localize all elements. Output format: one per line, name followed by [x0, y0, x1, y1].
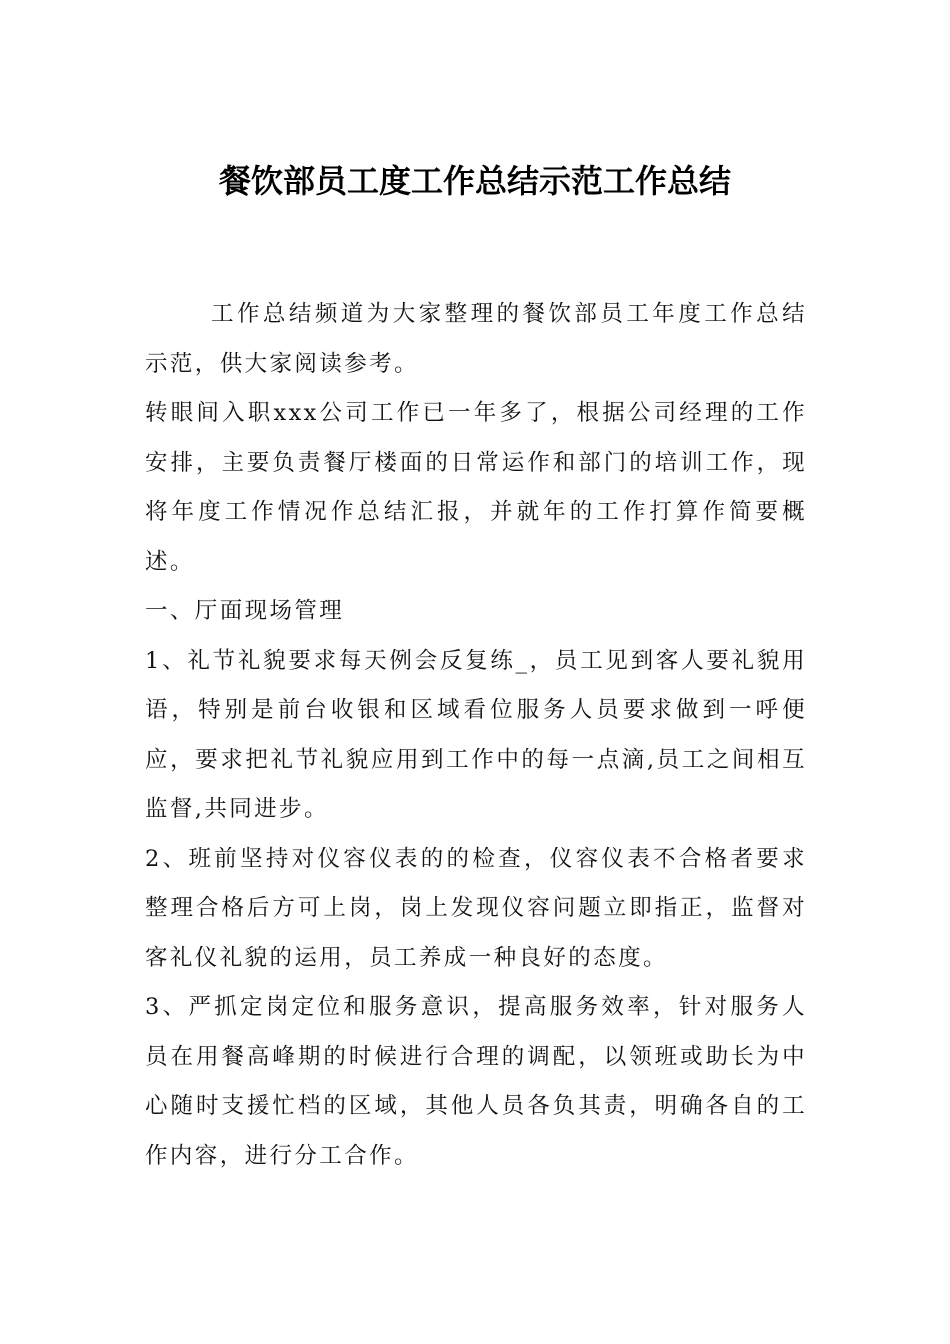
body-paragraph: 转眼间入职xxx公司工作已一年多了，根据公司经理的工作安排，主要负责餐厅楼面的日常运作和部门的培训工作，现将年度工作情况作总结汇报，并就年的工作打算作简要概述。 [145, 400, 807, 575]
intro-paragraph: 工作总结频道为大家整理的餐饮部员工年度工作总结示范，供大家阅读参考。 [145, 301, 807, 377]
list-item-2: 2、班前坚持对仪容仪表的的检查，仪容仪表不合格者要求整理合格后方可上岗，岗上发现仪容问题立即指正，监督对客礼仪礼貌的运用，员工养成一种良好的态度。 [145, 845, 807, 971]
list-item-3: 3、严抓定岗定位和服务意识，提高服务效率，针对服务人员在用餐高峰期的时候进行合理的调配，以领班或助长为中心随时支援忙档的区域，其他人员各负其责，明确各自的工作内容，进行分工合作。 [145, 994, 807, 1169]
document-title: 餐饮部员工度工作总结示范工作总结 [218, 162, 731, 200]
document-body [145, 290, 807, 1181]
section-heading: 一、厅面现场管理 [145, 598, 345, 624]
list-item-1: 1、礼节礼貌要求每天例会反复练_，员工见到客人要礼貌用语，特别是前台收银和区域看位服务人员要求做到一呼便应，要求把礼节礼貌应用到工作中的每一点滴,员工之间相互监督,共同进步。 [145, 647, 807, 822]
